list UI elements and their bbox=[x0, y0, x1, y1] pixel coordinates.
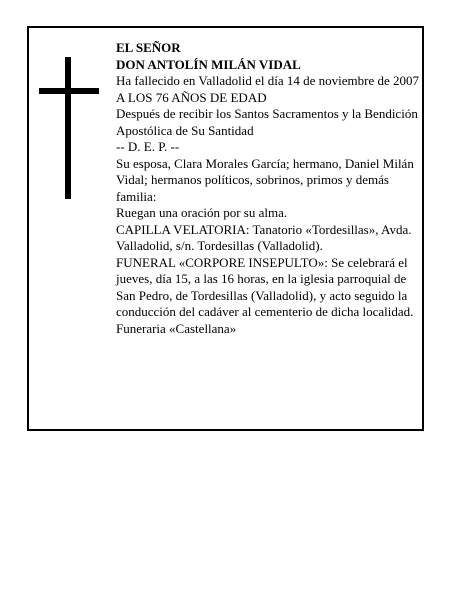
cross-horizontal-bar bbox=[39, 88, 99, 94]
obituary-notice bbox=[27, 26, 424, 431]
prayer-line: Ruegan una oración por su alma. bbox=[116, 205, 288, 220]
chapel-line: CAPILLA VELATORIA: Tanatorio «Tordesillas», Avda. Valladolid, s/n. Tordesillas (Valladolid). bbox=[116, 221, 412, 253]
cross-icon bbox=[39, 57, 99, 199]
death-info: Ha fallecido en Valladolid el día 14 de noviembre de 2007 bbox=[116, 73, 419, 88]
cross-vertical-bar bbox=[65, 57, 71, 199]
notice-text bbox=[116, 40, 422, 337]
rip-line: -- D. E. P. -- bbox=[116, 139, 180, 154]
sacraments-line: Después de recibir los Santos Sacramentos y la Bendición Apostólica de Su Santidad bbox=[116, 106, 418, 138]
funeral-line: FUNERAL «CORPORE INSEPULTO»: Se celebrará el jueves, día 15, a las 16 horas, en la iglesia parroquial de San Pedro, de Tordesillas (Valladolid), y acto seguido la conducción del cadáver al cementerio de dicha localidad. bbox=[116, 254, 414, 319]
deceased-name: DON ANTOLÍN MILÁN VIDAL bbox=[116, 56, 301, 72]
age-line: A LOS 76 AÑOS DE EDAD bbox=[116, 89, 267, 105]
funeral-home-line: Funeraria «Castellana» bbox=[116, 320, 237, 336]
family-line: Su esposa, Clara Morales García; hermano, Daniel Milán Vidal; hermanos políticos, sobrinos, primos y demás familia: bbox=[116, 155, 414, 204]
notice-title: EL SEÑOR bbox=[116, 40, 181, 55]
